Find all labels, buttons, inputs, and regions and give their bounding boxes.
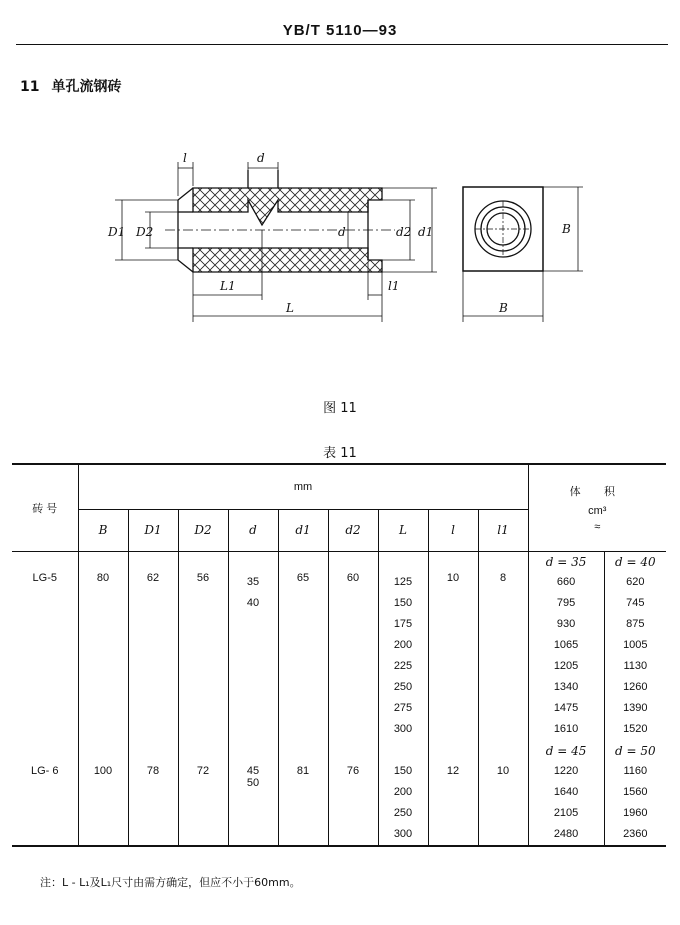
section-title-text: 单孔流钢砖 bbox=[51, 79, 122, 95]
vol-value: 1475 bbox=[553, 702, 579, 714]
vol-value: 1130 bbox=[623, 660, 648, 672]
d1-1: 65 bbox=[278, 572, 328, 740]
standard-code-header: YB/T 5110—93 bbox=[282, 22, 398, 39]
label-B-side: B bbox=[562, 222, 571, 236]
volume-unit: cm³ bbox=[588, 504, 607, 517]
D2-1: 56 bbox=[178, 572, 228, 740]
col-d1: d1 bbox=[278, 509, 328, 551]
label-L: L bbox=[286, 301, 294, 315]
volume-approx: ≈ bbox=[594, 520, 601, 533]
d-value: 45 bbox=[246, 765, 260, 777]
label-d-mid: d bbox=[338, 225, 346, 239]
brick-id-2: LG- 6 bbox=[12, 761, 78, 846]
L-value: 150 bbox=[393, 765, 413, 777]
vol-value: 1205 bbox=[553, 660, 579, 672]
vol-value: 1065 bbox=[553, 639, 579, 651]
vol-value: 1340 bbox=[553, 681, 579, 693]
vol-value: 1560 bbox=[623, 786, 648, 798]
d2-2: 76 bbox=[328, 761, 378, 846]
l1-1: 8 bbox=[478, 572, 528, 740]
col-l: l bbox=[428, 509, 478, 551]
vol-value: 2360 bbox=[623, 828, 648, 840]
table-caption: 表 11 bbox=[323, 446, 357, 461]
vol-b-cell-2 bbox=[604, 761, 666, 846]
section-number: 11 bbox=[20, 79, 40, 95]
L-cell-1 bbox=[378, 572, 428, 740]
label-B-bottom: B bbox=[499, 301, 508, 315]
label-l1: l1 bbox=[388, 279, 400, 293]
section-title bbox=[20, 76, 121, 96]
label-d2: d2 bbox=[396, 225, 412, 239]
col-B: B bbox=[78, 509, 128, 551]
dimension-lines bbox=[115, 162, 437, 322]
D2-2: 72 bbox=[178, 761, 228, 846]
label-l: l bbox=[183, 151, 187, 165]
d2-1: 60 bbox=[328, 572, 378, 740]
vol-a-cell-2 bbox=[528, 761, 604, 846]
vol-value: 1520 bbox=[623, 723, 648, 735]
vol-value: 1160 bbox=[623, 765, 648, 777]
dimension-table bbox=[12, 463, 666, 847]
vol-value: 1005 bbox=[623, 639, 648, 651]
l-1: 10 bbox=[428, 572, 478, 740]
vol-a-cell-1 bbox=[528, 572, 604, 740]
volume-label: 体 积 bbox=[569, 484, 626, 498]
B-2: 100 bbox=[78, 761, 128, 846]
figure-caption: 图 11 bbox=[323, 401, 357, 416]
vol-value: 1640 bbox=[553, 786, 579, 798]
vol-value: 745 bbox=[626, 597, 645, 609]
L-value: 300 bbox=[393, 723, 413, 735]
vol-value: 1260 bbox=[623, 681, 648, 693]
vol-b-cell-1 bbox=[604, 572, 666, 740]
L-cell-2 bbox=[378, 761, 428, 846]
section-view bbox=[165, 170, 395, 272]
footnote: 注：L - L₁及L₁尺寸由需方确定，但应不小于60mm。 bbox=[40, 876, 301, 889]
end-view bbox=[463, 187, 583, 322]
L-value: 200 bbox=[393, 786, 413, 798]
L-value: 250 bbox=[393, 807, 413, 819]
brick-id-1: LG-5 bbox=[32, 572, 57, 584]
label-d-top: d bbox=[257, 151, 265, 165]
L-value: 300 bbox=[393, 828, 413, 840]
vol-head-a-1: d = 35 bbox=[528, 551, 604, 572]
col-l1: l1 bbox=[478, 509, 528, 551]
vol-value: 1960 bbox=[623, 807, 648, 819]
d1-2: 81 bbox=[278, 761, 328, 846]
L-value: 250 bbox=[393, 681, 413, 693]
D1-1: 62 bbox=[128, 572, 178, 740]
d-cell-2 bbox=[228, 761, 278, 846]
header-mm: mm bbox=[78, 464, 528, 509]
header-rule bbox=[16, 44, 668, 45]
vol-head-a-2: d = 45 bbox=[528, 740, 604, 761]
header-brick-no: 砖 号 bbox=[12, 464, 78, 551]
d-cell-1 bbox=[228, 572, 278, 740]
vol-value: 620 bbox=[626, 576, 645, 588]
d-value: 35 bbox=[246, 576, 260, 588]
L-value: 275 bbox=[393, 702, 413, 714]
L-value: 225 bbox=[393, 660, 413, 672]
d-value: 40 bbox=[246, 597, 260, 609]
vol-value: 1390 bbox=[623, 702, 648, 714]
label-d1: d1 bbox=[418, 225, 434, 239]
l1-2: 10 bbox=[478, 761, 528, 846]
label-D1: D1 bbox=[108, 225, 126, 239]
l-2: 12 bbox=[428, 761, 478, 846]
L-value: 175 bbox=[393, 618, 413, 630]
col-D1: D1 bbox=[128, 509, 178, 551]
vol-value: 2105 bbox=[553, 807, 579, 819]
D1-2: 78 bbox=[128, 761, 178, 846]
L-value: 200 bbox=[393, 639, 413, 651]
vol-value: 930 bbox=[556, 618, 576, 630]
vol-value: 2480 bbox=[553, 828, 579, 840]
vol-value: 1610 bbox=[553, 723, 579, 735]
technical-drawing bbox=[0, 140, 680, 330]
vol-head-b-2: d = 50 bbox=[604, 740, 666, 761]
col-d2: d2 bbox=[328, 509, 378, 551]
L-value: 150 bbox=[393, 597, 413, 609]
col-D2: D2 bbox=[178, 509, 228, 551]
vol-value: 1220 bbox=[553, 765, 579, 777]
L-value: 125 bbox=[393, 576, 413, 588]
vol-value: 795 bbox=[556, 597, 576, 609]
vol-head-b-1: d = 40 bbox=[604, 551, 666, 572]
label-D2: D2 bbox=[136, 225, 154, 239]
vol-value: 660 bbox=[556, 576, 576, 588]
B-1: 80 bbox=[78, 572, 128, 740]
label-L1: L1 bbox=[220, 279, 236, 293]
vol-value: 875 bbox=[626, 618, 645, 630]
col-L: L bbox=[378, 509, 428, 551]
header-volume bbox=[528, 464, 666, 551]
col-d: d bbox=[228, 509, 278, 551]
d-value: 50 bbox=[246, 777, 260, 789]
